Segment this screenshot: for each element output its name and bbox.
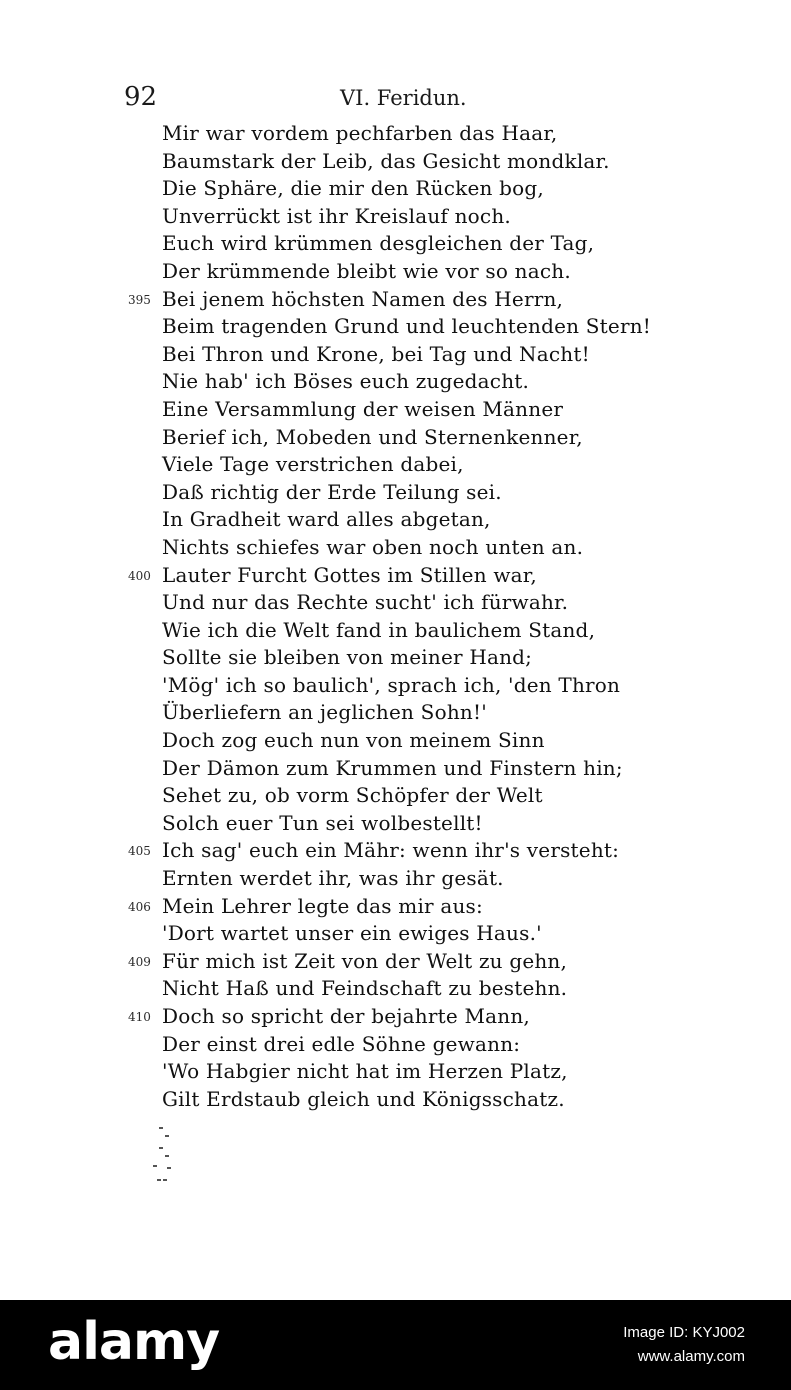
verse-line	[0, 120, 791, 148]
verse-text: Nicht Haß und Feindschaft zu bestehn.	[162, 976, 568, 1001]
verse-line	[0, 727, 791, 755]
verse-line	[0, 1058, 791, 1086]
line-number: 409	[128, 954, 151, 969]
verse-text: Ernten werdet ihr, was ihr gesät.	[162, 866, 504, 891]
verse-line	[0, 451, 791, 479]
verse-text: Viele Tage verstrichen dabei,	[162, 452, 464, 477]
verse-line	[0, 534, 791, 562]
verse-text: Der Dämon zum Krummen und Finstern hin;	[162, 755, 623, 780]
verse-text: Eine Versammlung der weisen Männer	[162, 396, 564, 421]
verse-line	[0, 644, 791, 672]
verse-text: Gilt Erdstaub gleich und Königsschatz.	[162, 1086, 565, 1111]
verse-line	[0, 893, 791, 921]
verse-text: Bei Thron und Krone, bei Tag und Nacht!	[162, 341, 590, 366]
line-number: 405	[128, 844, 151, 859]
verse-text: Mir war vordem pechfarben das Haar,	[162, 121, 558, 145]
verse-line	[0, 865, 791, 893]
verse-line	[0, 341, 791, 369]
verse-text: Nie hab' ich Böses euch zugedacht.	[162, 369, 530, 394]
verse-text: Daß richtig der Erde Teilung sei.	[162, 479, 502, 504]
verse-line	[0, 479, 791, 507]
watermark-footer-bar	[0, 1300, 791, 1390]
image-id-label: Image ID: KYJ002	[623, 1324, 745, 1341]
verse-text: Unverrückt ist ihr Kreislauf noch.	[162, 203, 511, 228]
verse-line	[0, 1003, 791, 1031]
line-number: 400	[128, 568, 151, 583]
verse-text: Der einst drei edle Söhne gewann:	[162, 1031, 521, 1056]
verse-line	[0, 396, 791, 424]
verse-line	[0, 617, 791, 645]
verse-text: Für mich ist Zeit von der Welt zu gehn,	[162, 948, 568, 973]
site-url-label: www.alamy.com	[637, 1348, 745, 1365]
verse-line	[0, 148, 791, 176]
verse-line	[0, 562, 791, 590]
verse-text: 'Dort wartet unser ein ewiges Haus.'	[162, 921, 542, 946]
alamy-logo: alamy	[48, 1312, 220, 1372]
verse-line	[0, 920, 791, 948]
verse-text: Sehet zu, ob vorm Schöpfer der Welt	[162, 783, 543, 808]
verse-line	[0, 672, 791, 700]
verse-line	[0, 286, 791, 314]
poem-body	[0, 120, 791, 1113]
line-number: 406	[128, 899, 151, 914]
verse-line	[0, 1031, 791, 1059]
verse-line	[0, 975, 791, 1003]
verse-line	[0, 506, 791, 534]
verse-text: Beim tragenden Grund und leuchtenden Stern!	[162, 314, 652, 339]
verse-text: 'Mög' ich so baulich', sprach ich, 'den Thron	[162, 672, 621, 697]
verse-line	[0, 368, 791, 396]
verse-line	[0, 782, 791, 810]
scan-artifact-marks	[145, 1125, 175, 1185]
verse-line	[0, 230, 791, 258]
verse-text: Die Sphäre, die mir den Rücken bog,	[162, 176, 544, 201]
verse-line	[0, 699, 791, 727]
page-number: 92	[124, 82, 158, 112]
verse-text: Lauter Furcht Gottes im Stillen war,	[162, 562, 537, 587]
verse-text: Sollte sie bleiben von meiner Hand;	[162, 645, 533, 670]
verse-line	[0, 313, 791, 341]
verse-line	[0, 589, 791, 617]
verse-text: Solch euer Tun sei wolbestellt!	[162, 810, 483, 835]
verse-text: Mein Lehrer legte das mir aus:	[162, 893, 483, 918]
verse-text: Überliefern an jeglichen Sohn!'	[162, 700, 487, 725]
verse-line	[0, 948, 791, 976]
verse-line	[0, 810, 791, 838]
verse-line	[0, 424, 791, 452]
verse-line	[0, 1086, 791, 1114]
verse-text: Euch wird krümmen desgleichen der Tag,	[162, 231, 595, 256]
verse-text: Ich sag' euch ein Mähr: wenn ihr's versteht:	[162, 838, 620, 863]
running-head: VI. Feridun.	[340, 86, 467, 110]
verse-line	[0, 203, 791, 231]
verse-text: Nichts schiefes war oben noch unten an.	[162, 534, 584, 559]
verse-text: Bei jenem höchsten Namen des Herrn,	[162, 286, 564, 311]
line-number: 395	[128, 292, 151, 307]
verse-text: Doch so spricht der bejahrte Mann,	[162, 1004, 530, 1028]
verse-text: 'Wo Habgier nicht hat im Herzen Platz,	[162, 1059, 568, 1084]
verse-text: Wie ich die Welt fand in baulichem Stand,	[162, 617, 596, 642]
verse-text: Und nur das Rechte sucht' ich fürwahr.	[162, 590, 569, 615]
verse-line	[0, 837, 791, 865]
verse-line	[0, 175, 791, 203]
verse-text: Doch zog euch nun von meinem Sinn	[162, 728, 545, 753]
verse-text: Berief ich, Mobeden und Sternenkenner,	[162, 424, 583, 449]
line-number: 410	[128, 1010, 151, 1024]
verse-line	[0, 755, 791, 783]
verse-text: In Gradheit ward alles abgetan,	[162, 507, 491, 532]
verse-line	[0, 258, 791, 286]
verse-text: Baumstark der Leib, das Gesicht mondklar.	[162, 148, 610, 173]
verse-text: Der krümmende bleibt wie vor so nach.	[162, 258, 571, 283]
